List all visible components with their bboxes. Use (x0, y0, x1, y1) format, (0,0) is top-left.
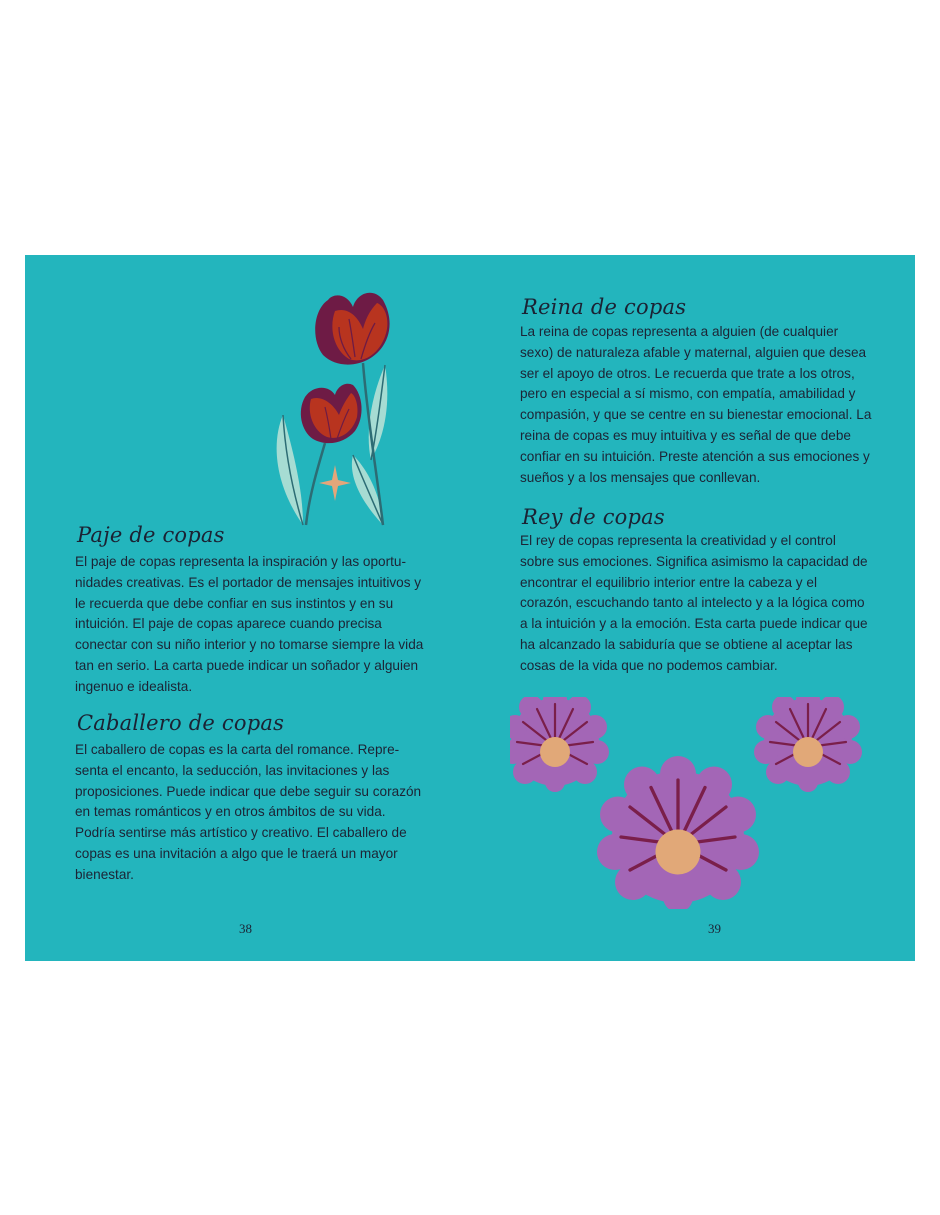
section-body: El rey de copas representa la creatividad y el control sobre sus emociones. Significa asimismo la capacidad de encontrar el equilibrio interior entre la cabeza y el corazón, escuchando tanto al intelecto y a la lógica como a la intuición y a la emoción. Esta carta puede indicar que ha alcanzado la sabiduría que se obtiene al aceptar las cosas de la vida que no podemos cambiar. (520, 533, 868, 673)
purple-flowers-illustration (510, 697, 870, 909)
book-spread (25, 255, 915, 961)
section-body: El caballero de copas es la carta del romance. Repre-senta el encanto, la seducción, las invitaciones y las proposiciones. Puede indicar que debe seguir su corazón en temas románticos y en otros ámbitos de su vida. Podría sentirse más artístico y creativo. El caballero de copas es una invitación a algo que le traerá un mayor bienestar. (75, 742, 422, 882)
page-number: 39 (708, 921, 721, 936)
left-page (25, 255, 470, 961)
section-body: El paje de copas representa la inspiración y las oportu-nidades creativas. Es el portador de mensajes intuitivos y le recuerda que debe confiar en sus instintos y en su intuición. El paje de copas aparece cuando precisa conectar con su niño interior y no tomarse siempre la vida tan en serio. La carta puede indicar un soñador y alguien ingenuo e idealista. (75, 554, 424, 694)
tulip-flowers-illustration (273, 285, 403, 530)
section-title: Caballero de copas (77, 711, 285, 735)
section-body: La reina de copas representa a alguien (de cualquier sexo) de naturaleza afable y maternal, alguien que desea ser el apoyo de otros. Le recuerda que trate a los otros, pero en especial a sí mismo, con empatía, amabilidad y compasión, y que se centre en su bienestar emocional. La reina de copas es muy intuitiva y es señal de que debe confiar en su intuición. Preste atención a sus emociones y sueños y a los mensajes que conllevan. (520, 324, 872, 485)
section-title: Rey de copas (522, 505, 665, 529)
section-title: Paje de copas (77, 523, 225, 547)
right-page (470, 255, 915, 961)
section-title: Reina de copas (522, 295, 687, 319)
page-number: 38 (239, 921, 252, 936)
